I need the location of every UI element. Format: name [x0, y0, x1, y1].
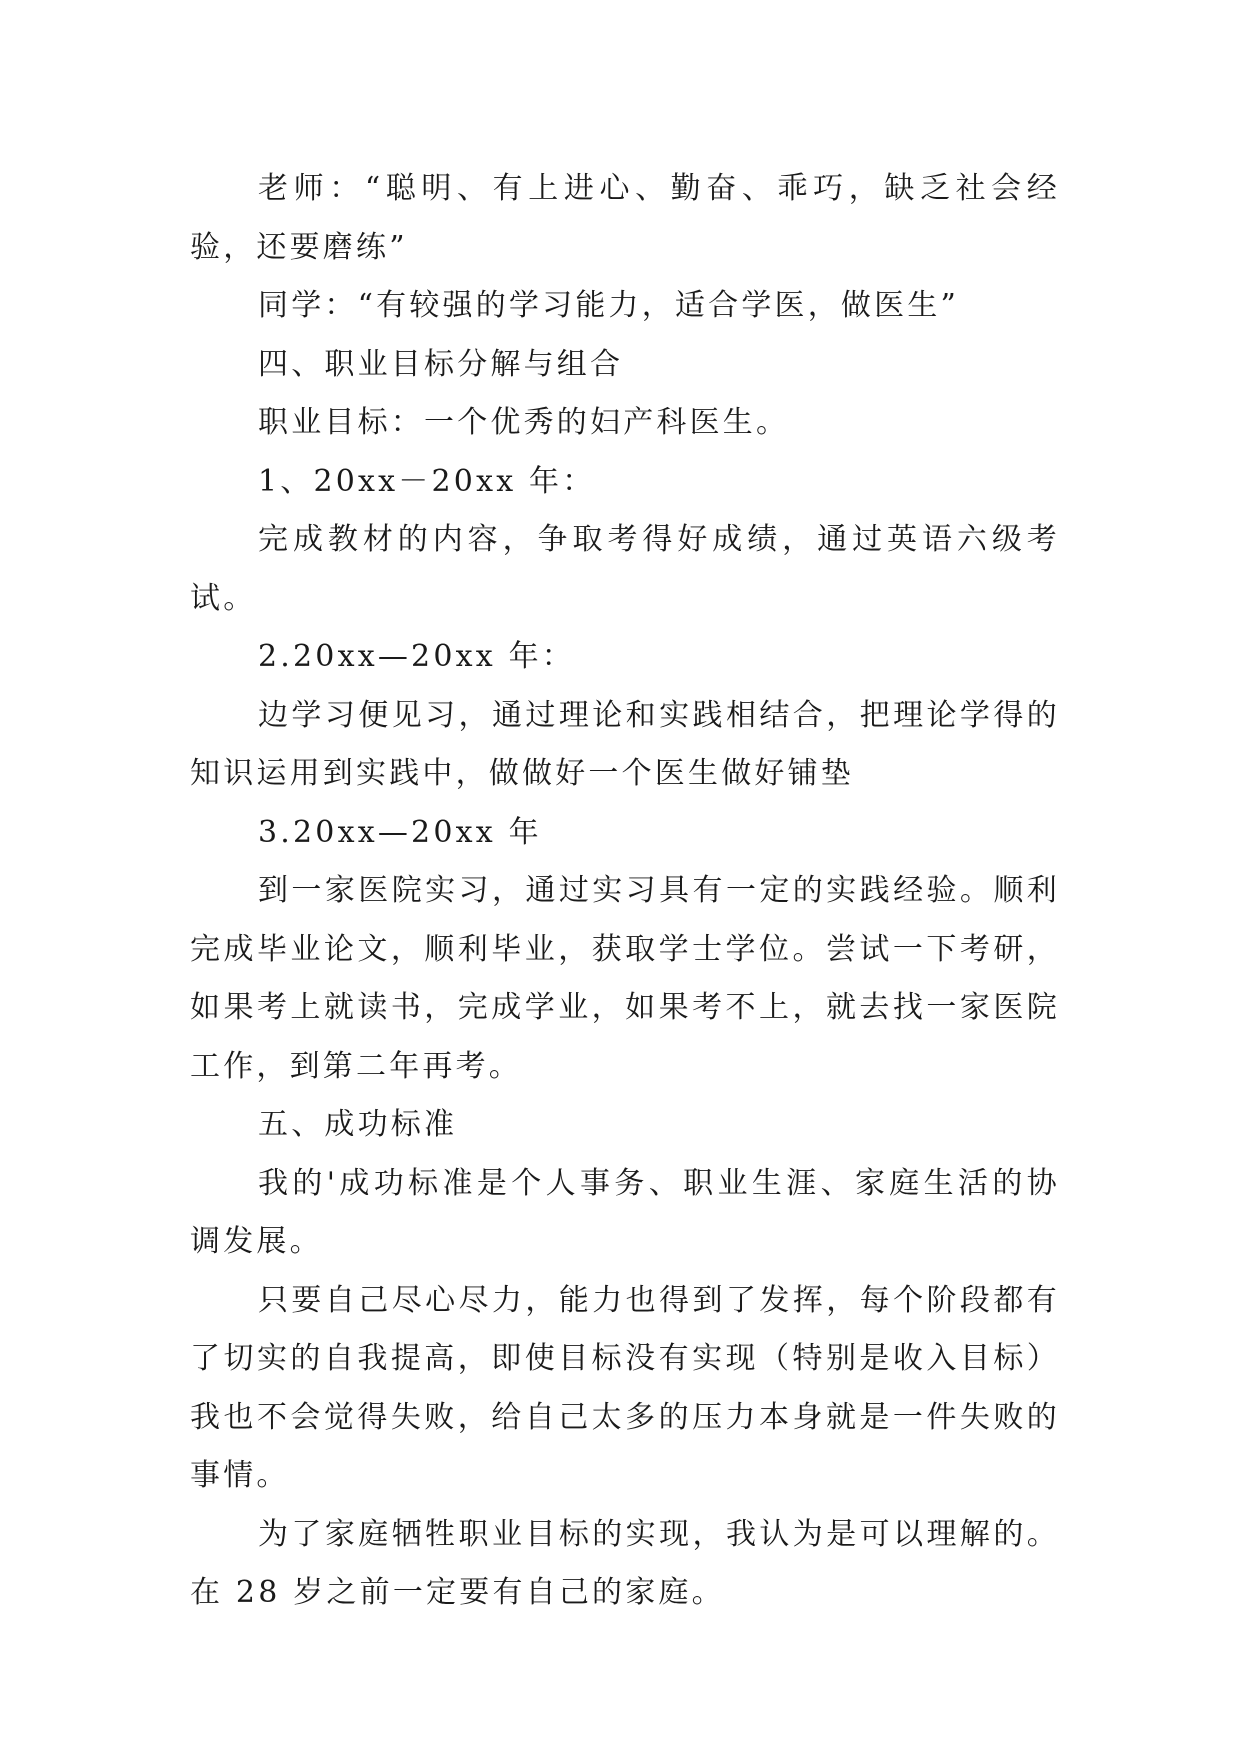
paragraph-success-definition: 我的'成功标准是个人事务、职业生涯、家庭生活的协调发展。 — [190, 1165, 1060, 1259]
paragraph-teacher-comment: 老师：“聪明、有上进心、勤奋、乖巧，缺乏社会经验，还要磨练” — [190, 171, 1060, 265]
stage-text-2: 边学习便见习，通过理论和实践相结合，把理论学得的知识运用到实践中，做做好一个医生做好铺垫 — [190, 697, 1060, 791]
stage-heading-3: 3.20xx—20xx 年 — [258, 814, 542, 850]
section-heading-goal-breakdown: 四、职业目标分解与组合 — [258, 346, 624, 382]
stage-heading-2: 2.20xx—20xx 年： — [258, 639, 575, 674]
paragraph-classmate-comment: 同学：“有较强的学习能力，适合学医，做医生” — [258, 288, 960, 323]
paragraph-career-goal: 职业目标：一个优秀的妇产科医生。 — [258, 405, 790, 440]
document-body — [190, 160, 1060, 1623]
stage-heading-1: 1、20xx－20xx 年： — [258, 463, 596, 499]
section-heading-success-criteria: 五、成功标准 — [258, 1107, 458, 1142]
stage-text-3: 到一家医院实习，通过实习具有一定的实践经验。顺利完成毕业论文，顺利毕业，获取学士学位。尝试一下考研，如果考上就读书，完成学业，如果考不上，就去找一家医院工作，到第二年再考。 — [190, 873, 1060, 1084]
paragraph-effort: 只要自己尽心尽力，能力也得到了发挥，每个阶段都有了切实的自我提高，即使目标没有实现（特别是收入目标）我也不会觉得失败，给自己太多的压力本身就是一件失败的事情。 — [190, 1282, 1060, 1493]
stage-text-1: 完成教材的内容，争取考得好成绩，通过英语六级考试。 — [190, 522, 1060, 616]
paragraph-family: 为了家庭牺牲职业目标的实现，我认为是可以理解的。在 28 岁之前一定要有自己的家庭。 — [190, 1516, 1060, 1610]
